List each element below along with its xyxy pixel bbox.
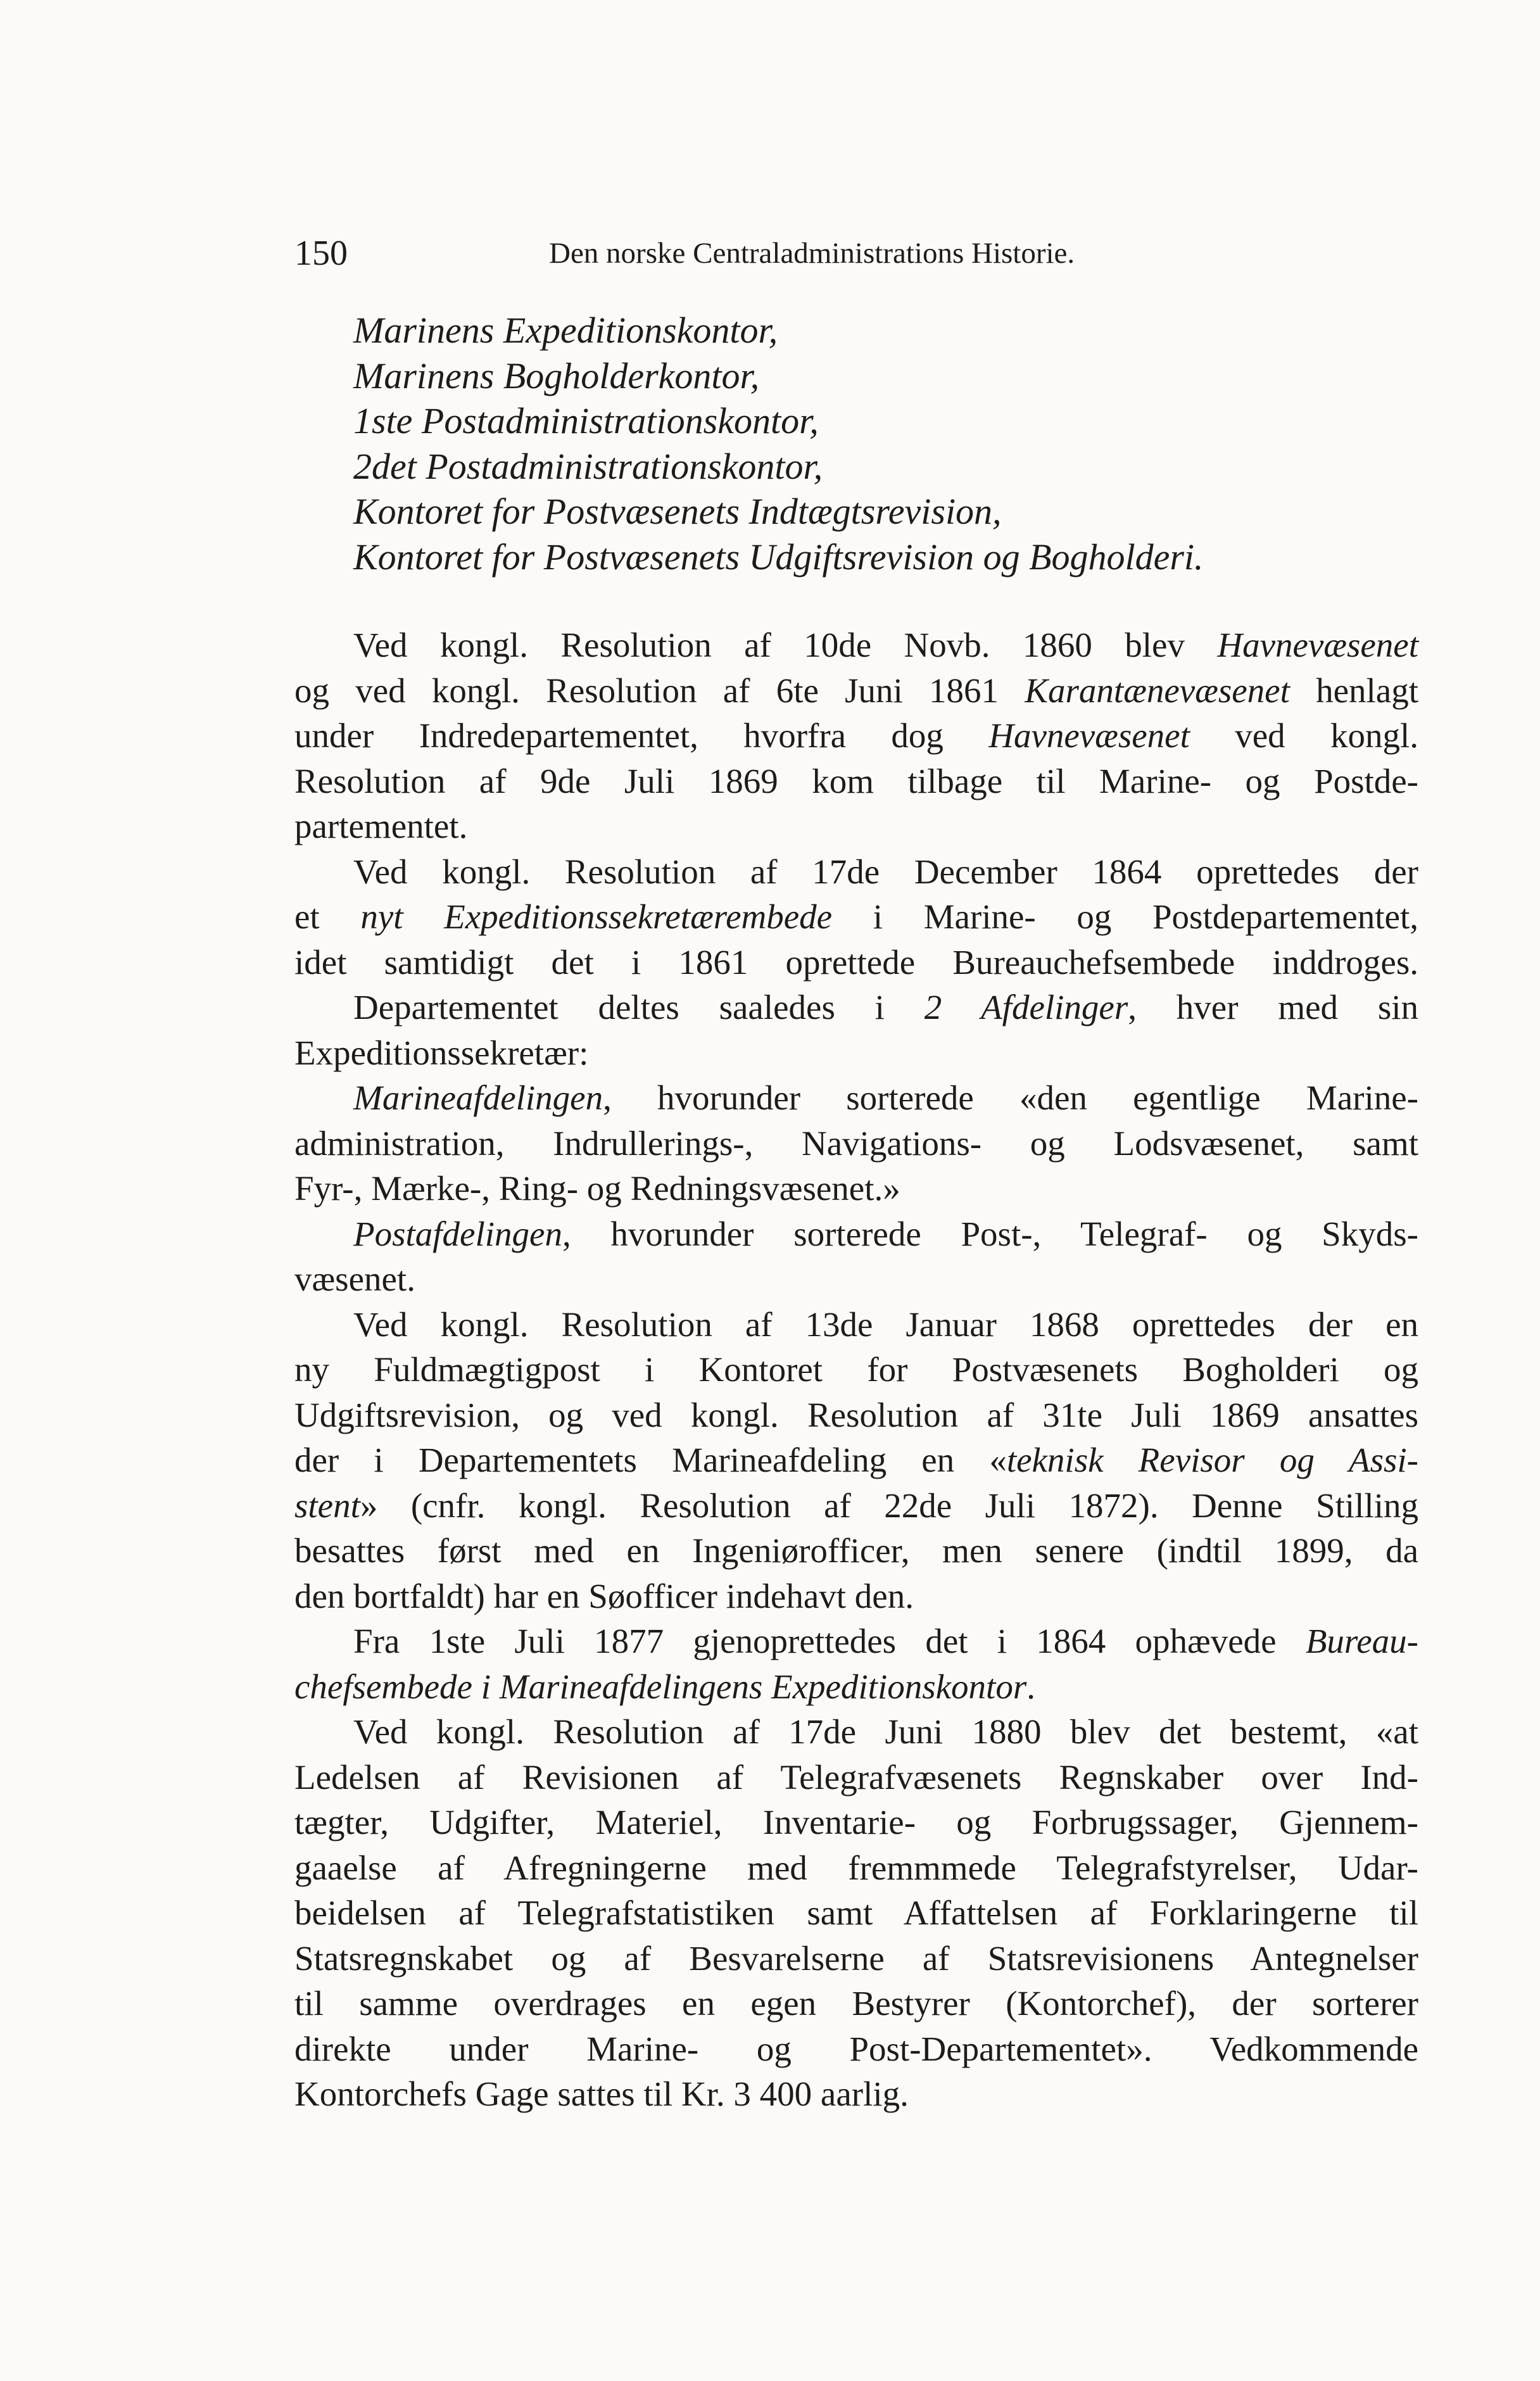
- italic-text: Marinens Bogholderkontor,: [353, 355, 760, 396]
- text-run: .: [1026, 1667, 1035, 1706]
- text-line: [294, 713, 1418, 759]
- paragraph-first-line: [294, 622, 1418, 668]
- text-line: [294, 2071, 1418, 2117]
- paragraph-first-line: [294, 1211, 1418, 1257]
- text-line: [294, 2026, 1418, 2072]
- text-line: [294, 1437, 1418, 1483]
- text-line: [294, 1483, 1418, 1529]
- text-run: og: [974, 536, 1030, 578]
- italic-text: Kontoret for Postvæsenets Indtægtsrevision,: [353, 491, 1002, 532]
- text-run: Ved kongl. Resolution af 17de Juni 1880 blev det bestemt, «at: [353, 1712, 1418, 1751]
- paragraph-first-line: [294, 985, 1418, 1030]
- text-line: [294, 1664, 1418, 1710]
- italic-text: stent: [294, 1486, 360, 1525]
- text-line: [294, 940, 1418, 985]
- italic-text: Bureau-: [1305, 1622, 1418, 1660]
- paragraph-first-line: [294, 849, 1418, 895]
- paragraph-first-line: [294, 1075, 1418, 1121]
- body-text: [294, 622, 1418, 2117]
- text-line: [294, 1528, 1418, 1574]
- text-line: [294, 804, 1418, 849]
- text-run: besattes først med en Ingeniørofficer, men senere (indtil 1899, da: [294, 1531, 1418, 1570]
- italic-text: Kontoret for Postvæsenets Udgiftsrevision: [353, 536, 975, 578]
- text-line: [294, 1574, 1418, 1619]
- text-run: ved kongl.: [1189, 716, 1418, 755]
- text-run: Kontorchefs Gage sattes til Kr. 3 400 aarlig.: [294, 2075, 909, 2113]
- page-header: [294, 228, 1441, 279]
- text-run: Expeditionssekretær:: [294, 1033, 589, 1072]
- text-run: Ved kongl. Resolution af 10de Novb. 1860 blev: [353, 626, 1218, 664]
- italic-text: teknisk Revisor og Assi-: [1006, 1441, 1418, 1479]
- text-run: , hvorunder sorterede «den egentlige Marine-: [603, 1078, 1418, 1117]
- text-line: [294, 1800, 1418, 1845]
- office-list-item: [353, 308, 1430, 353]
- text-run: idet samtidigt det i 1861 oprettede Bureauchefsembede inddroges.: [294, 942, 1418, 982]
- italic-text: nyt Expeditionssekretærembede: [360, 897, 833, 936]
- text-line: [294, 894, 1418, 940]
- office-list-item: [353, 398, 1430, 444]
- text-run: der i Departementets Marineafdeling en «: [294, 1441, 1007, 1479]
- text-run: den bortfaldt) har en Søofficer indehavt den.: [294, 1576, 914, 1615]
- running-title: Den norske Centraladministrations Historie.: [549, 237, 1075, 270]
- italic-text: Karantænevæsenet: [1025, 671, 1290, 710]
- text-line: [294, 1890, 1418, 1936]
- italic-text: Bogholderi.: [1029, 536, 1204, 578]
- text-run: » (cnfr. kongl. Resolution af 22de Juli 1872). Denne Stilling: [360, 1486, 1418, 1525]
- text-run: i Marine- og Postdepartementet,: [832, 897, 1418, 936]
- text-line: [294, 1121, 1418, 1166]
- text-line: [294, 1845, 1418, 1891]
- text-run: tægter, Udgifter, Materiel, Inventarie- og Forbrugssager, Gjennem-: [294, 1803, 1418, 1841]
- text-run: , hvorunder sorterede Post-, Telegraf- og Skyds-: [562, 1214, 1418, 1253]
- paragraph-first-line: [294, 1302, 1418, 1348]
- text-line: [294, 1981, 1418, 2026]
- office-list: [353, 308, 1430, 579]
- text-run: Ved kongl. Resolution af 13de Januar 1868 oprettedes der en: [353, 1304, 1418, 1344]
- text-run: ny Fuldmægtigpost i Kontoret for Postvæsenets Bogholderi og: [294, 1350, 1418, 1389]
- text-line: [294, 1936, 1418, 1981]
- text-run: administration, Indrullerings-, Navigations- og Lodsvæsenet, samt: [294, 1123, 1418, 1163]
- text-run: Ved kongl. Resolution af 17de December 1864 oprettedes der: [353, 852, 1418, 891]
- paragraph-first-line: [294, 1709, 1418, 1755]
- text-run: et: [294, 897, 361, 936]
- italic-text: Havnevæsenet: [1217, 626, 1418, 664]
- text-run: og ved kongl. Resolution af 6te Juni 1861: [294, 671, 1025, 710]
- italic-text: Marineafdelingen: [353, 1078, 603, 1117]
- page-number: 150: [294, 234, 348, 273]
- office-list-item: [353, 353, 1430, 399]
- text-line: [294, 1755, 1418, 1800]
- text-line: [294, 1256, 1418, 1302]
- text-run: Ledelsen af Revisionen af Telegrafvæsenets Regnskaber over Ind-: [294, 1757, 1418, 1797]
- text-run: partementet.: [294, 807, 468, 845]
- text-line: [294, 1166, 1418, 1211]
- text-run: henlagt: [1289, 671, 1418, 710]
- italic-text: Postafdelingen: [353, 1214, 562, 1253]
- text-run: Fyr-, Mærke-, Ring- og Redningsvæsenet.»: [294, 1169, 900, 1208]
- italic-text: Marinens Expeditionskontor,: [353, 310, 778, 351]
- text-run: væsenet.: [294, 1260, 415, 1298]
- text-line: [294, 759, 1418, 804]
- text-run: direkte under Marine- og Post-Departementet». Vedkommende: [294, 2029, 1418, 2068]
- text-line: [294, 1347, 1418, 1393]
- office-list-item: [353, 534, 1430, 580]
- italic-text: 2 Afdelinger: [924, 988, 1128, 1026]
- italic-text: 1ste Postadministrationskontor,: [353, 400, 819, 441]
- text-run: Fra 1ste Juli 1877 gjenoprettedes det i 1864 ophævede: [353, 1622, 1306, 1660]
- italic-text: Havnevæsenet: [988, 716, 1190, 755]
- paragraph-first-line: [294, 1619, 1418, 1664]
- text-run: beidelsen af Telegrafstatistiken samt Affattelsen af Forklaringerne til: [294, 1893, 1418, 1932]
- text-run: Statsregnskabet og af Besvarelserne af Statsrevisionens Antegnelser: [294, 1938, 1418, 1978]
- office-list-item: [353, 444, 1430, 489]
- text-line: [294, 668, 1418, 714]
- text-run: Departementet deltes saaledes i: [353, 988, 925, 1026]
- text-line: [294, 1393, 1418, 1438]
- text-run: Udgiftsrevision, og ved kongl. Resolution af 31te Juli 1869 ansattes: [294, 1395, 1418, 1434]
- text-run: Resolution af 9de Juli 1869 kom tilbage til Marine- og Postde-: [294, 761, 1418, 800]
- text-run: til samme overdrages en egen Bestyrer (Kontorchef), der sorterer: [294, 1984, 1418, 2023]
- text-run: under Indredepartementet, hvorfra dog: [294, 716, 989, 755]
- office-list-item: [353, 489, 1430, 534]
- text-run: gaaelse af Afregningerne med fremmmede Telegrafstyrelser, Udar-: [294, 1848, 1418, 1887]
- italic-text: chefsembede i Marineafdelingens Expeditionskontor: [294, 1667, 1027, 1706]
- text-run: , hver med sin: [1128, 988, 1419, 1026]
- text-line: [294, 1030, 1418, 1076]
- italic-text: 2det Postadministrationskontor,: [353, 445, 823, 487]
